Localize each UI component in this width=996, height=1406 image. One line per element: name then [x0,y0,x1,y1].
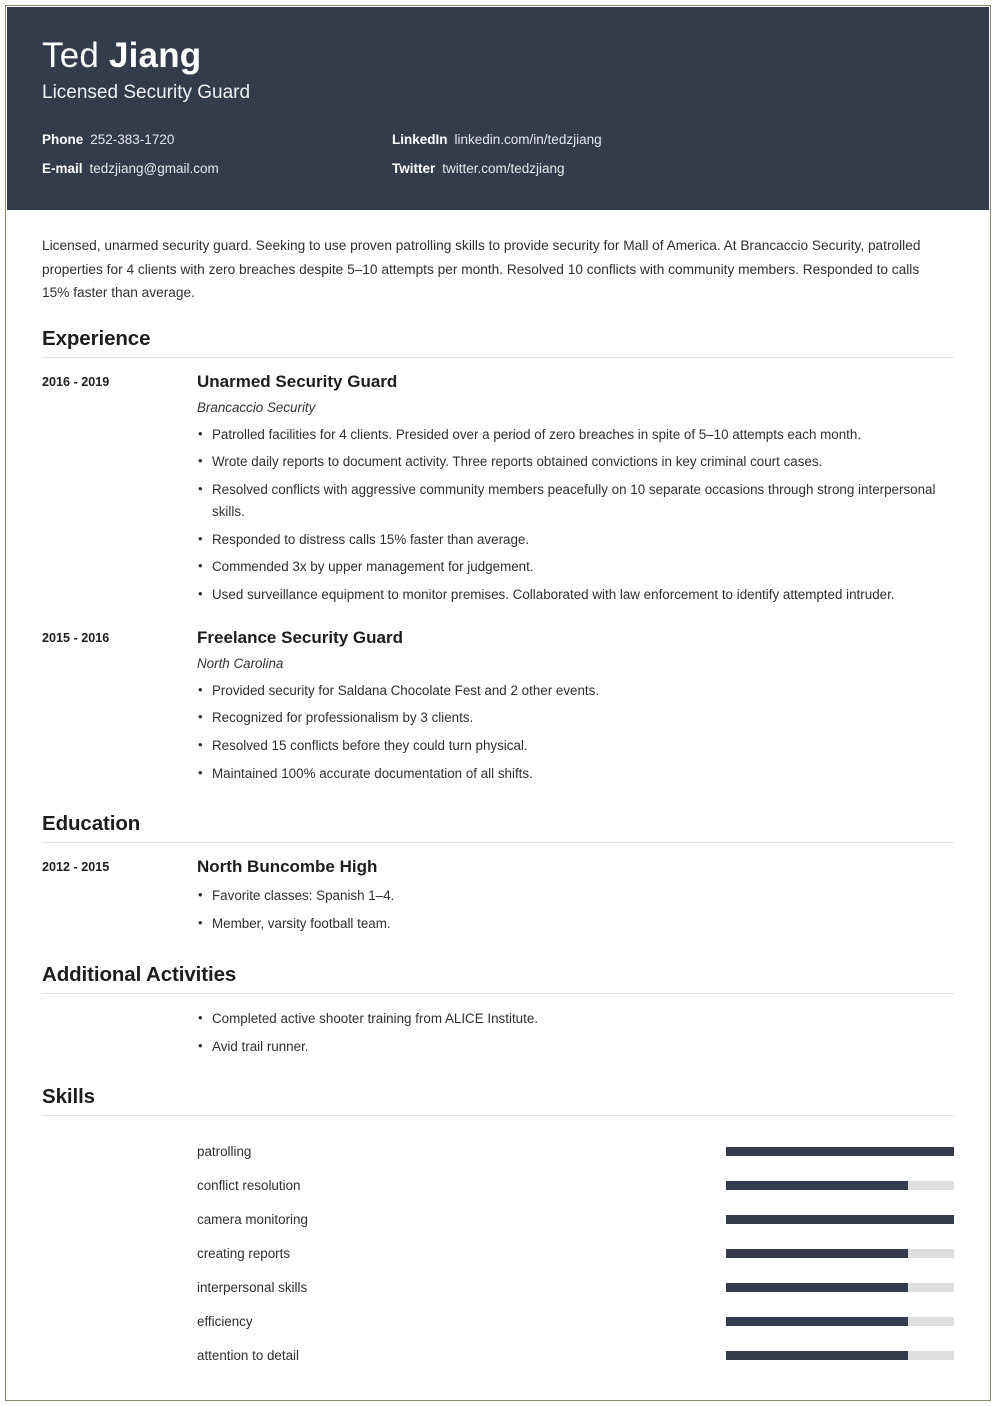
list-item: • Maintained 100% accurate documentation of all shifts. [197,763,954,785]
contact-value-twitter[interactable]: twitter.com/tedzjiang [442,161,565,177]
skill-label: interpersonal skills [197,1279,308,1295]
resume-header [7,7,989,210]
skill-row [42,1202,954,1236]
skill-row [42,1338,954,1372]
skill-bar-fill [726,1181,908,1190]
entry-title: Freelance Security Guard [197,627,403,647]
skill-row [42,1270,954,1304]
skill-label: patrolling [197,1143,252,1159]
list-item: • Avid trail runner. [197,1036,954,1058]
section-heading-education: Education [42,812,141,836]
skill-label: efficiency [197,1313,253,1329]
entry-dates: 2015 - 2016 [42,630,110,645]
section-divider [42,993,954,994]
contact-twitter[interactable] [392,159,742,180]
skill-bar-track [726,1181,954,1190]
section-additional-activities [42,963,954,1063]
skill-bar-fill [726,1317,908,1326]
last-name: Jiang [108,36,202,75]
list-item: • Recognized for professionalism by 3 clients. [197,707,954,729]
list-item: • Provided security for Saldana Chocolate Fest and 2 other events. [197,680,954,702]
section-divider [42,842,954,843]
skill-bar-fill [726,1351,908,1360]
section-divider [42,357,954,358]
contact-value-linkedin[interactable]: linkedin.com/in/tedzjiang [454,131,602,147]
list-item: • Favorite classes: Spanish 1–4. [197,885,954,907]
contact-email[interactable] [42,159,392,180]
section-skills [42,1085,954,1372]
list-item: • Commended 3x by upper management for judgement. [197,556,954,578]
skill-bar-track [726,1215,954,1224]
skill-row [42,1304,954,1338]
skill-bar-track [726,1283,954,1292]
list-item: • Wrote daily reports to document activity. Three reports obtained convictions in key criminal court cases. [197,451,954,473]
skill-label: creating reports [197,1245,291,1261]
entry-main [197,628,954,791]
entry-title: North Buncombe High [197,857,378,877]
skill-bar-track [726,1249,954,1258]
entry-dates [42,1008,197,1063]
summary-paragraph: Licensed, unarmed security guard. Seeking to use proven patrolling skills to provide security for Mall of America. At Brancaccio Security, patrolled properties for 4 clients with zero breaches despite 5–10 attempts per month. Resolved 10 conflicts with community members. Responded to calls 15% faster than average. [42,238,921,301]
entry-dates: 2012 - 2015 [42,860,110,875]
skill-row [42,1168,954,1202]
contact-linkedin[interactable] [392,130,742,151]
resume-body [7,234,989,1372]
resume-sheet [7,7,989,1399]
skill-bar-fill [726,1249,908,1258]
contact-list [42,130,742,190]
entry-title: Unarmed Security Guard [197,371,398,391]
skill-label: attention to detail [197,1347,299,1363]
contact-phone [42,130,392,151]
list-item: • Patrolled facilities for 4 clients. Presided over a period of zero breaches in spite of 5–10 attempts each month. [197,424,954,446]
skill-row [42,1236,954,1270]
entry-subtitle: Brancaccio Security [197,399,316,415]
education-entry [42,857,954,940]
entry-main [197,857,954,940]
list-item: • Used surveillance equipment to monitor premises. Collaborated with law enforcement to identify attempted intruder. [197,584,954,606]
entry-main [197,372,954,612]
contact-label-email: E-mail [42,161,83,177]
entry-dates: 2016 - 2019 [42,374,110,389]
skill-row [42,1134,954,1168]
skill-bar-track [726,1351,954,1360]
entry-bullet-list [197,885,954,934]
entry-bullet-list [197,424,954,606]
skill-label: camera monitoring [197,1211,308,1227]
contact-value-phone: 252-383-1720 [90,131,175,147]
contact-value-email[interactable]: tedzjiang@gmail.com [89,161,219,177]
section-heading-additional-activities: Additional Activities [42,962,237,986]
experience-entry [42,372,954,612]
section-heading-skills: Skills [42,1085,95,1109]
section-heading-experience: Experience [42,326,151,350]
section-divider [42,1115,954,1116]
skill-label: conflict resolution [197,1177,301,1193]
skill-bar-track [726,1147,954,1156]
entry-subtitle: North Carolina [197,655,284,671]
contact-label-twitter: Twitter [392,161,436,177]
contact-label-phone: Phone [42,131,84,147]
experience-entry [42,628,954,791]
entry-main [197,1008,954,1063]
skill-bar-fill [726,1147,954,1156]
list-item: • Member, varsity football team. [197,913,954,935]
list-item: • Resolved 15 conflicts before they could turn physical. [197,735,954,757]
skill-bar-fill [726,1215,954,1224]
skill-bar-fill [726,1283,908,1292]
skill-bar-track [726,1317,954,1326]
section-experience [42,327,954,791]
list-item: • Completed active shooter training from ALICE Institute. [197,1008,954,1030]
activities-entry [42,1008,954,1063]
job-title: Licensed Security Guard [42,81,251,103]
list-item: • Responded to distress calls 15% faster than average. [197,529,954,551]
skills-list [42,1130,954,1372]
first-name: Ted [42,36,109,75]
section-education [42,812,954,940]
contact-label-linkedin: LinkedIn [392,131,448,147]
entry-bullet-list [197,1008,954,1057]
entry-bullet-list [197,680,954,785]
page-title [42,37,954,76]
list-item: • Resolved conflicts with aggressive community members peacefully on 10 separate occasions through strong interpersonal skills. [197,479,954,522]
